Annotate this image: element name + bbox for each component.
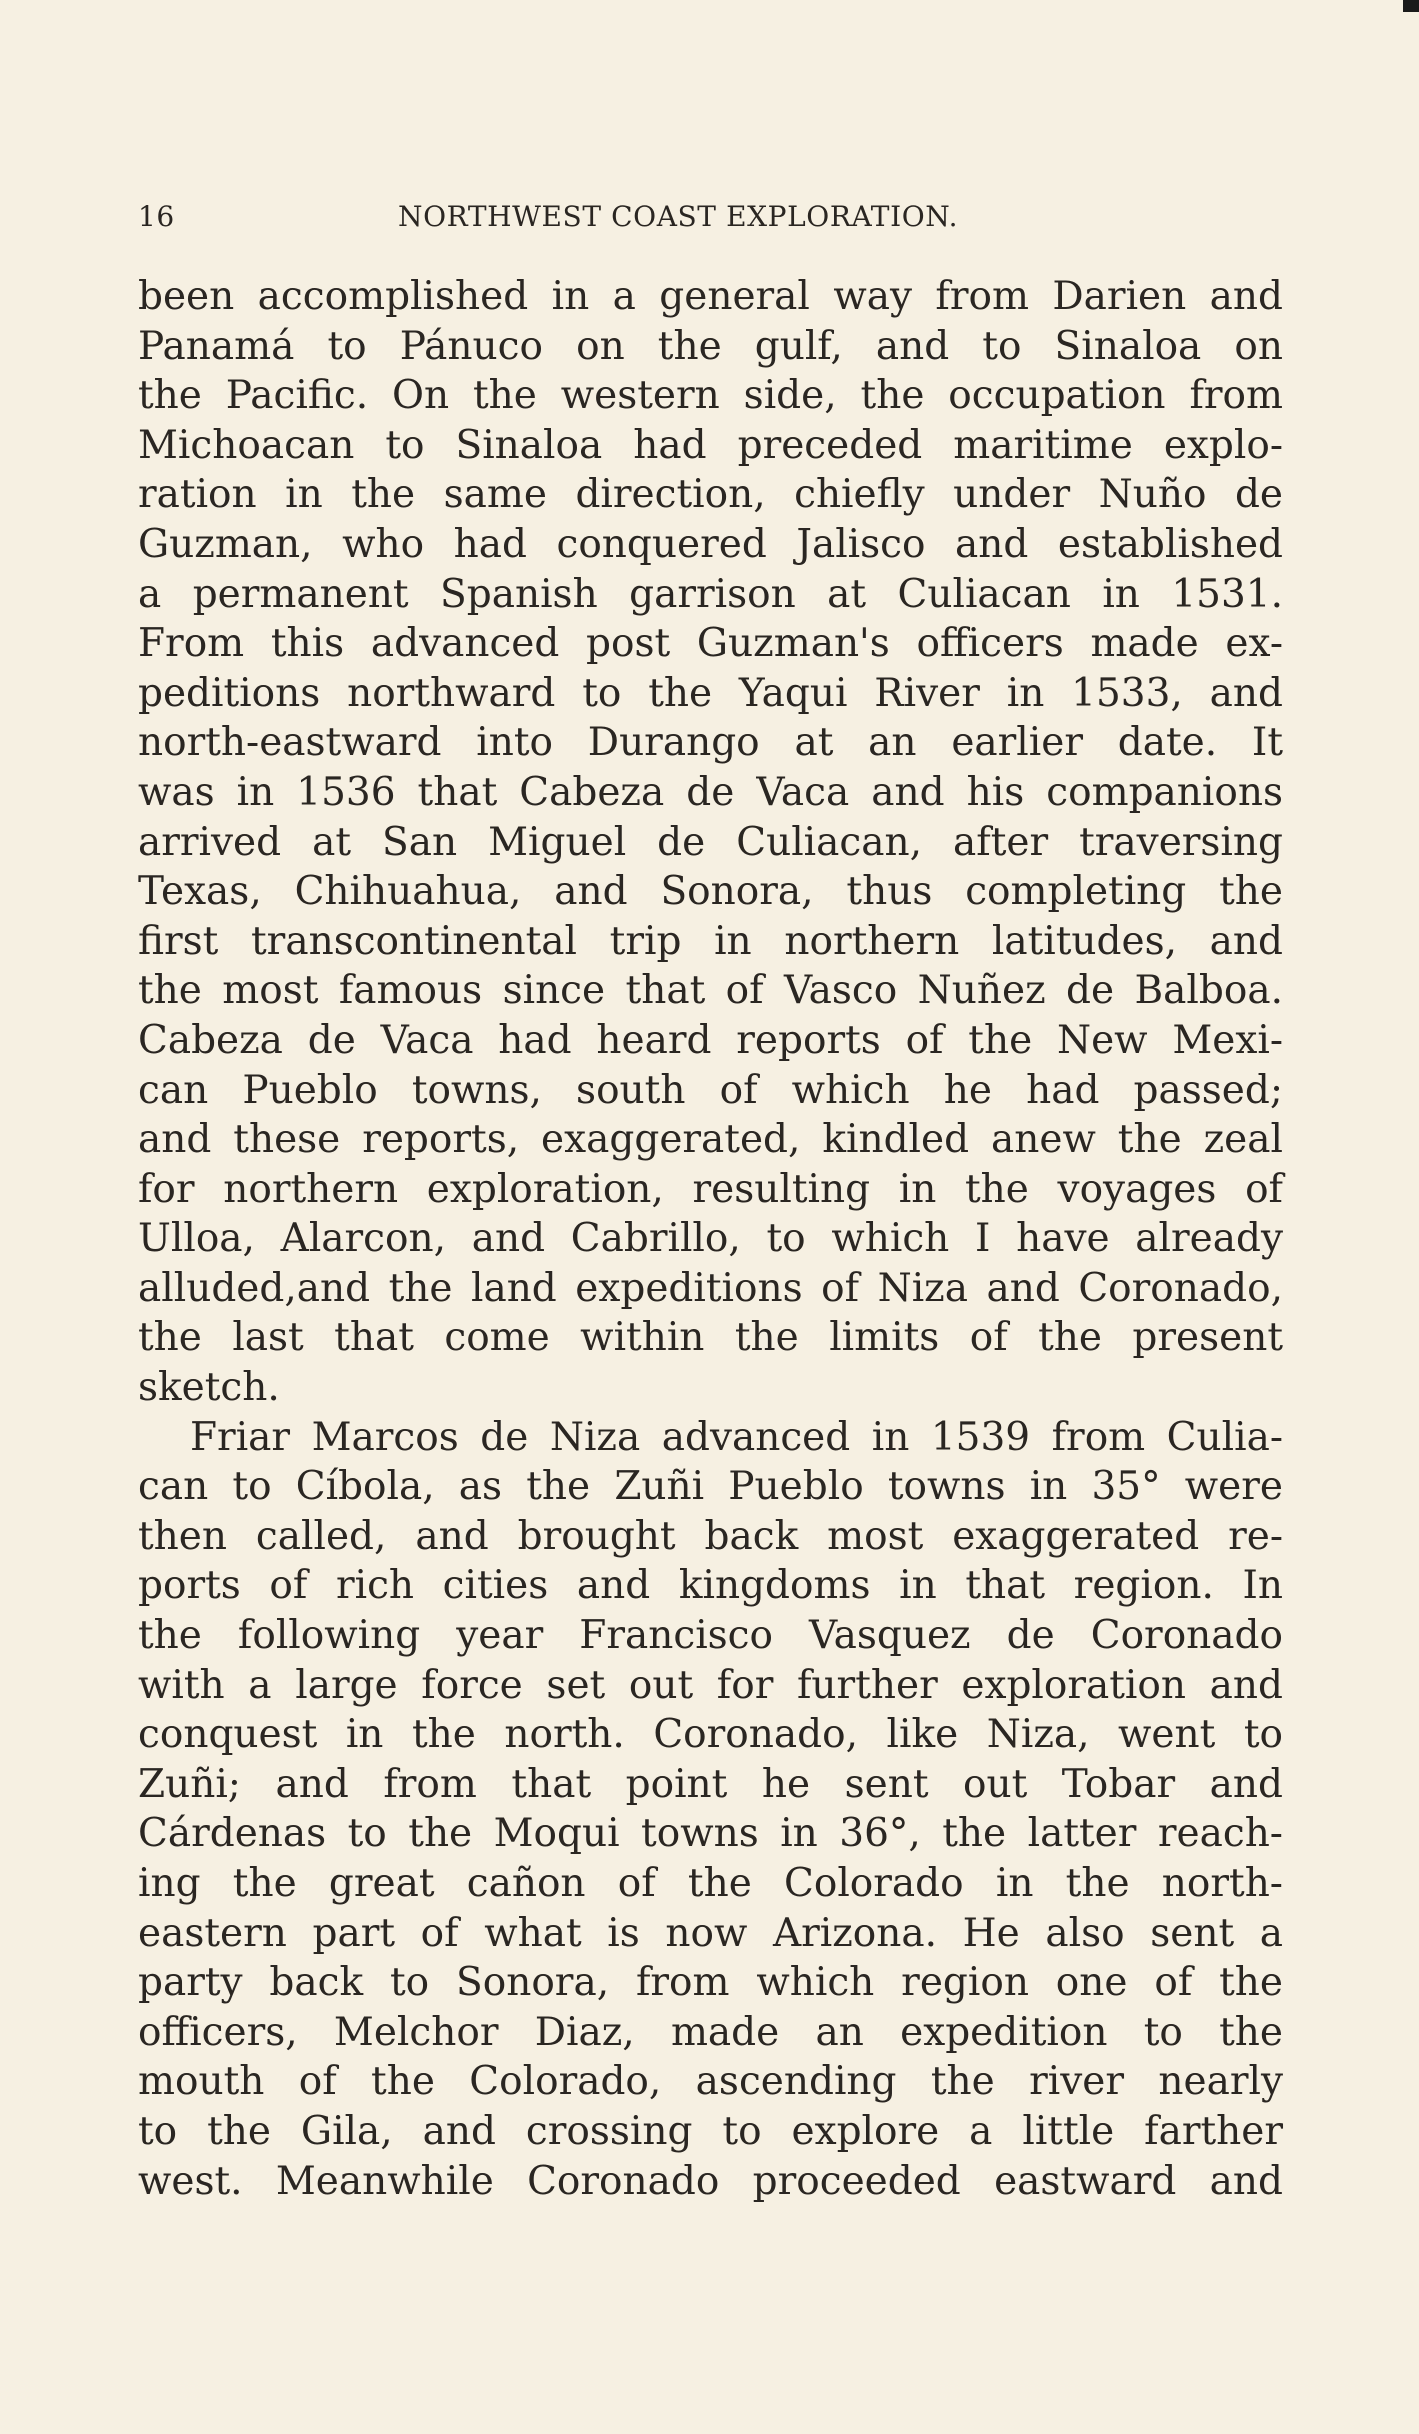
text-line: with a large force set out for further exploration and	[138, 1662, 1283, 1708]
text-line: the following year Francisco Vasquez de Coronado	[138, 1613, 1283, 1659]
text-line: Ulloa, Alarcon, and Cabrillo, to which I have already	[138, 1216, 1283, 1262]
text-line: conquest in the north. Coronado, like Niza, went to	[138, 1712, 1283, 1758]
text-line: Texas, Chihuahua, and Sonora, thus completing the	[138, 869, 1283, 915]
text-line: Panamá to Pánuco on the gulf, and to Sinaloa on	[138, 323, 1283, 369]
text-line: north-eastward into Durango at an earlier date. It	[138, 720, 1283, 766]
text-line: then called, and brought back most exaggerated re-	[138, 1513, 1283, 1559]
text-line: the last that come within the limits of the present	[138, 1315, 1283, 1361]
text-line: first transcontinental trip in northern latitudes, and	[138, 918, 1283, 964]
paragraph-2	[138, 1413, 1283, 2207]
body-text	[138, 272, 1283, 2206]
text-line: and these reports, exaggerated, kindled anew the zeal	[138, 1117, 1283, 1163]
text-line: Zuñi; and from that point he sent out Tobar and	[138, 1761, 1283, 1807]
page-number: 16	[138, 200, 175, 233]
text-line: can to Cíbola, as the Zuñi Pueblo towns in 35° were	[138, 1464, 1283, 1510]
text-line: mouth of the Colorado, ascending the river nearly	[138, 2059, 1283, 2105]
text-line: Friar Marcos de Niza advanced in 1539 from Culia-	[190, 1414, 1283, 1460]
text-line: peditions northward to the Yaqui River in 1533, and	[138, 670, 1283, 716]
text-line: a permanent Spanish garrison at Culiacan in 1531.	[138, 571, 1283, 617]
text-line: can Pueblo towns, south of which he had passed;	[138, 1067, 1283, 1113]
text-line: been accomplished in a general way from Darien and	[138, 274, 1283, 319]
text-line: arrived at San Miguel de Culiacan, after traversing	[138, 819, 1283, 865]
text-line: From this advanced post Guzman's officers made ex-	[138, 621, 1283, 667]
page-edge-mark	[1403, 0, 1419, 12]
text-line: officers, Melchor Diaz, made an expedition to the	[138, 2009, 1283, 2055]
text-line: for northern exploration, resulting in the voyages of	[138, 1166, 1283, 1212]
running-head	[138, 200, 1278, 240]
text-line: the most famous since that of Vasco Nuñez de Balboa.	[138, 968, 1283, 1014]
text-line: was in 1536 that Cabeza de Vaca and his companions	[138, 769, 1283, 815]
text-line: the Pacific. On the western side, the occupation from	[138, 373, 1283, 419]
text-line: ing the great cañon of the Colorado in the north-	[138, 1861, 1283, 1906]
text-line: party back to Sonora, from which region one of the	[138, 1960, 1283, 2006]
text-line: alluded,and the land expeditions of Niza and Coronado,	[138, 1265, 1283, 1311]
text-line: sketch.	[138, 1365, 280, 1411]
running-title: NORTHWEST COAST EXPLORATION.	[398, 200, 959, 233]
text-line: Guzman, who had conquered Jalisco and established	[138, 521, 1283, 567]
text-line: to the Gila, and crossing to explore a little farther	[138, 2108, 1283, 2154]
paragraph-1	[138, 272, 1283, 1413]
text-line: Michoacan to Sinaloa had preceded maritime explo-	[138, 422, 1283, 468]
text-line: Cabeza de Vaca had heard reports of the New Mexi-	[138, 1017, 1283, 1063]
text-line: eastern part of what is now Arizona. He also sent a	[138, 1910, 1283, 1956]
text-line: Cárdenas to the Moqui towns in 36°, the latter reach-	[138, 1811, 1283, 1857]
text-line: ration in the same direction, chiefly under Nuño de	[138, 472, 1283, 518]
text-line: west. Meanwhile Coronado proceeded eastward and	[138, 2158, 1283, 2204]
text-line: ports of rich cities and kingdoms in that region. In	[138, 1563, 1283, 1609]
